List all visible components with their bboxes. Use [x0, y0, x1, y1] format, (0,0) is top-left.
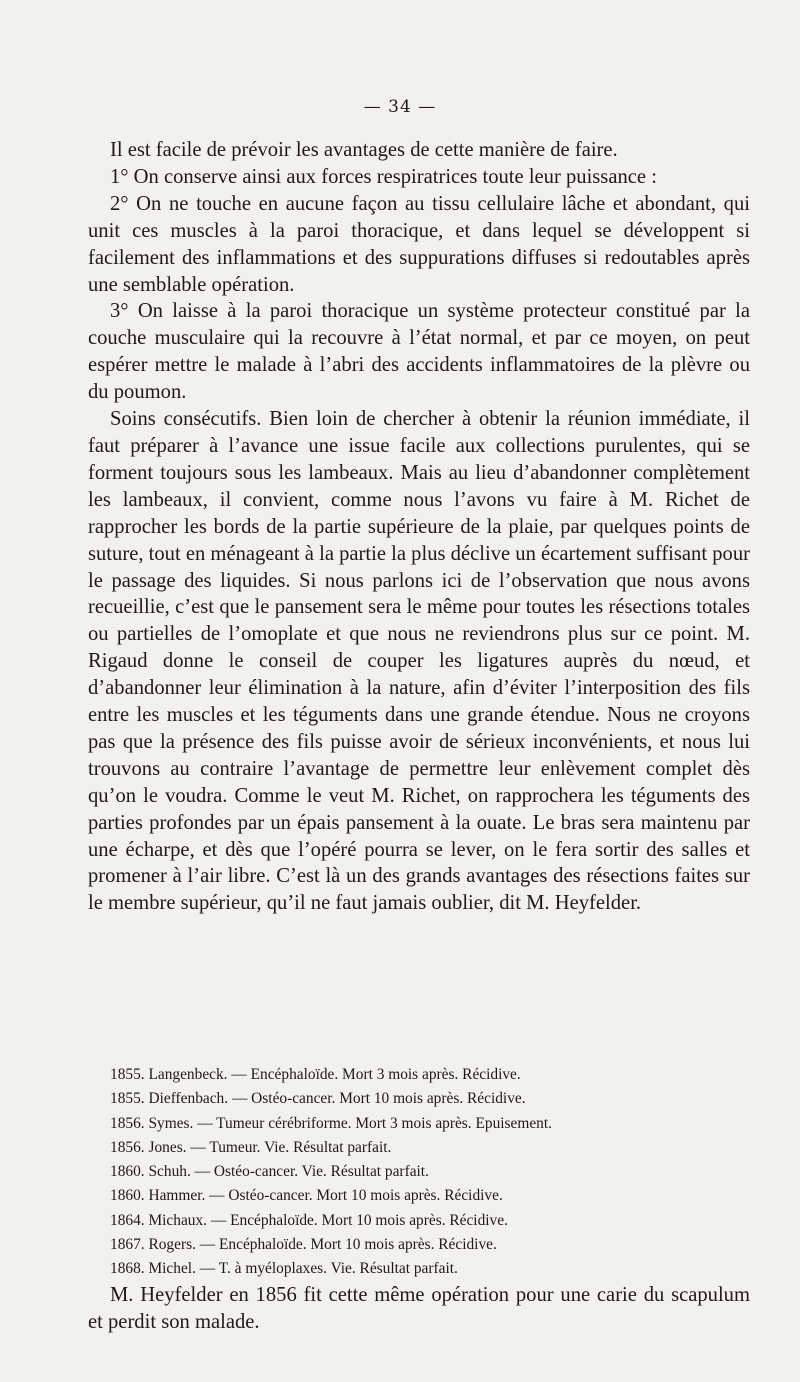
case-item: 1868. Michel. — T. à myéloplaxes. Vie. Résultat parfait. [110, 1260, 458, 1278]
paragraph-intro: Il est facile de prévoir les avantages de cette manière de faire. [110, 139, 618, 161]
case-item: 1864. Michaux. — Encéphaloïde. Mort 10 mois après. Récidive. [110, 1211, 508, 1229]
body-text [88, 137, 750, 917]
paragraph-point-2: 2° On ne touche en aucune façon au tissu cellulaire lâche et abondant, qui unit ces muscles à la paroi thoracique, et dans lequel se développent si facilement des inflammations et des suppurations diffuses si redoutables après une semblable opération. [88, 192, 750, 296]
case-item: 1855. Dieffenbach. — Ostéo-cancer. Mort 10 mois après. Récidive. [110, 1090, 526, 1108]
paragraph-soins-consecutifs: Soins consécutifs. Bien loin de chercher à obtenir la réunion immédiate, il faut préparer à l’avance une issue facile aux collections purulentes, qui se forment toujours sous les lambeaux. Mais au lieu d’abandonner complètement les lambeaux, il convient, comme nous l’avons vu faire à M. Richet de rapprocher les bords de la partie supérieure de la plaie, par quelques points de suture, tout en ménageant à la partie la plus déclive un écartement suffisant pour le passage des liquides. Si nous parlons ici de l’observation que nous avons recueillie, c’est que le pansement sera le même pour toutes les résections totales ou partielles de l’omoplate et que nous ne reviendrons plus sur ce point. M. Rigaud donne le conseil de couper les ligatures auprès du nœud, et d’abandonner leur élimination à la nature, afin d’éviter l’interposition des fils entre les muscles et les téguments dans une grande étendue. Nous ne croyons pas que la présence des fils puisse avoir de sérieux inconvénients, et nous lui trouvons au contraire l’avantage de permettre leur enlèvement complet dès qu’on le voudra. Comme le veut M. Richet, on rapprochera les téguments des parties profondes par un épais pansement à la ouate. Le bras sera maintenu par une écharpe, et dès que l’opéré pourra se lever, on le fera sortir des salles et promener à l’air libre. C’est là un des grands avantages des résections faites sur le membre supérieur, qu’il ne faut jamais oublier, dit M. Heyfelder. [88, 408, 750, 915]
case-list [110, 1063, 750, 1282]
case-item: 1855. Langenbeck. — Encéphaloïde. Mort 3 mois après. Récidive. [110, 1066, 521, 1083]
case-item: 1867. Rogers. — Encéphaloïde. Mort 10 mois après. Récidive. [110, 1236, 497, 1254]
closing-paragraph: M. Heyfelder en 1856 fit cette même opération pour une carie du scapulum et perdit son malade. [88, 1284, 750, 1333]
paragraph-point-1: 1° On conserve ainsi aux forces respiratrices toute leur puissance : [110, 165, 657, 188]
page-number: — 34 — [363, 97, 437, 117]
case-item: 1856. Jones. — Tumeur. Vie. Résultat parfait. [110, 1138, 392, 1156]
case-item: 1860. Schuh. — Ostéo-cancer. Vie. Résultat parfait. [110, 1163, 429, 1181]
paragraph-point-3: 3° On laisse à la paroi thoracique un système protecteur constitué par la couche musculaire qui la recouvre à l’état normal, et par ce moyen, on peut espérer mettre le malade à l’abri des accidents inflammatoires de la plèvre ou du poumon. [88, 300, 750, 404]
case-item: 1860. Hammer. — Ostéo-cancer. Mort 10 mois après. Récidive. [110, 1187, 503, 1205]
case-item: 1856. Symes. — Tumeur cérébriforme. Mort 3 mois après. Epuisement. [110, 1114, 552, 1132]
